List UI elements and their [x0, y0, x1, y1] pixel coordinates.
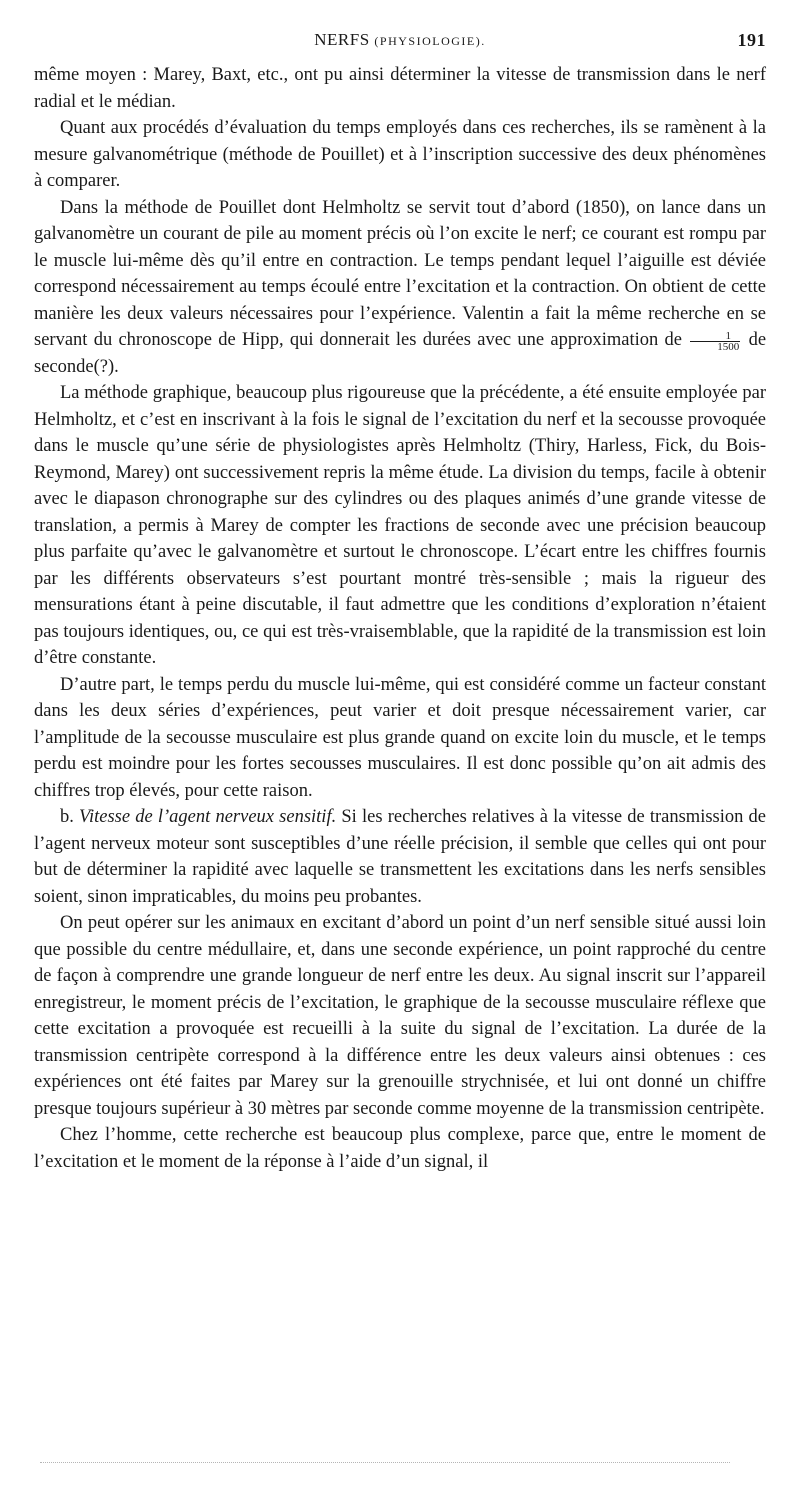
section-label: b. [60, 807, 74, 827]
page-header [34, 30, 766, 62]
page-number: 191 [737, 30, 766, 50]
body-text [34, 62, 766, 1175]
paragraph-2: Quant aux procédés d’évaluation du temps employés dans ces recherches, ils se ramènent à la mesure galvanométrique (méthode de Pouillet) et à l’inscription successive des deux phénomènes à comparer. [34, 118, 766, 191]
paragraph-6-text: Si les recherches relatives à la vitesse de transmission de l’agent nerveux moteur sont susceptibles d’une réelle précision, il semble que celles qui ont pour but de déterminer la rapidité avec laquelle se transmettent les excitations dans les nerfs sensibles soient, sinon impraticables, du moins peu probantes. [34, 807, 767, 907]
running-head-subtitle: (PHYSIOLOGIE). [374, 34, 486, 48]
paragraph-3-text-end: de seconde(?). [34, 330, 767, 377]
book-page [34, 0, 766, 1175]
running-head-title: NERFS [314, 30, 370, 49]
fraction-numerator: 1 [690, 331, 740, 342]
paragraph-3 [34, 195, 766, 381]
section-title: Vitesse de l’agent nerveux sensitif. [79, 807, 337, 827]
footer-dotted-rule [40, 1462, 730, 1463]
running-head [34, 30, 766, 50]
paragraph-3-text: Dans la méthode de Pouillet dont Helmholtz se servit tout d’abord (1850), on lance dans un galvanomètre un courant de pile au moment précis où l’on excite le nerf; ce courant est rompu par le muscle lui-même dès qu’il entre en contraction. Le temps pendant lequel l’aiguille est déviée correspond nécessairement au temps écoulé entre l’excitation et la contraction. On obtient de cette manière les deux valeurs nécessaires pour l’expérience. Valentin a fait la même recherche en se servant du chronoscope de Hipp, qui donnerait les durées avec une approximation de [34, 197, 766, 350]
paragraph-8: Chez l’homme, cette recherche est beaucoup plus complexe, parce que, entre le moment de l’excitation et le moment de la réponse à l’aide d’un signal, il [34, 1125, 766, 1172]
fraction-denominator: 1500 [717, 341, 740, 353]
paragraph-4: La méthode graphique, beaucoup plus rigoureuse que la précédente, a été ensuite employée par Helmholtz, et c’est en inscrivant à la fois le signal de l’excitation du nerf et la secousse provoquée dans le muscle qu’une série de physiologistes après Helmholtz (Thiry, Harless, Fick, du Bois-Reymond, Marey) ont successivement repris la même étude. La division du temps, facile à obtenir avec le diapason chronographe sur des cylindres ou des plaques animés d’une grande vitesse de translation, a permis à Marey de compter les fractions de seconde avec une précision beaucoup plus parfaite qu’avec le galvanomètre et surtout le chronoscope. L’écart entre les chiffres fournis par les différents observateurs s’est pourtant montré très-sensible ; mais la rigueur des mensurations étant à peine discutable, il faut admettre que les conditions d’exploration n’étaient pas toujours identiques, ou, ce qui est très-vraisemblable, que la rapidité de la transmission est loin d’être constante. [34, 383, 766, 668]
paragraph-1: même moyen : Marey, Baxt, etc., ont pu ainsi déterminer la vitesse de transmission dans le nerf radial et le médian. [34, 65, 766, 112]
fraction [690, 331, 740, 352]
paragraph-6 [34, 804, 766, 910]
paragraph-5: D’autre part, le temps perdu du muscle lui-même, qui est considéré comme un facteur constant dans les deux séries d’expériences, peut varier et doit presque nécessairement varier, car l’amplitude de la secousse musculaire est plus grande quand on excite loin du muscle, et le temps perdu est moindre pour les fortes secousses musculaires. Il est donc possible qu’on ait admis des chiffres trop élevés, pour cette raison. [34, 674, 766, 801]
paragraph-7: On peut opérer sur les animaux en excitant d’abord un point d’un nerf sensible situé aussi loin que possible du centre médullaire, et, dans une seconde expérience, un point rapproché du centre de façon à comprendre une grande longueur de nerf entre les deux. Au signal inscrit sur l’appareil enregistreur, le moment précis de l’excitation, le graphique de la secousse musculaire réflexe que cette excitation a provoquée est recueilli à la suite du signal de l’excitation. La durée de la transmission centripète correspond à la différence entre les deux valeurs ainsi obtenues : ces expériences ont été faites par Marey sur la grenouille strychnisée, et lui ont donné un chiffre presque toujours supérieur à 30 mètres par seconde comme moyenne de la transmission centripète. [34, 913, 766, 1119]
